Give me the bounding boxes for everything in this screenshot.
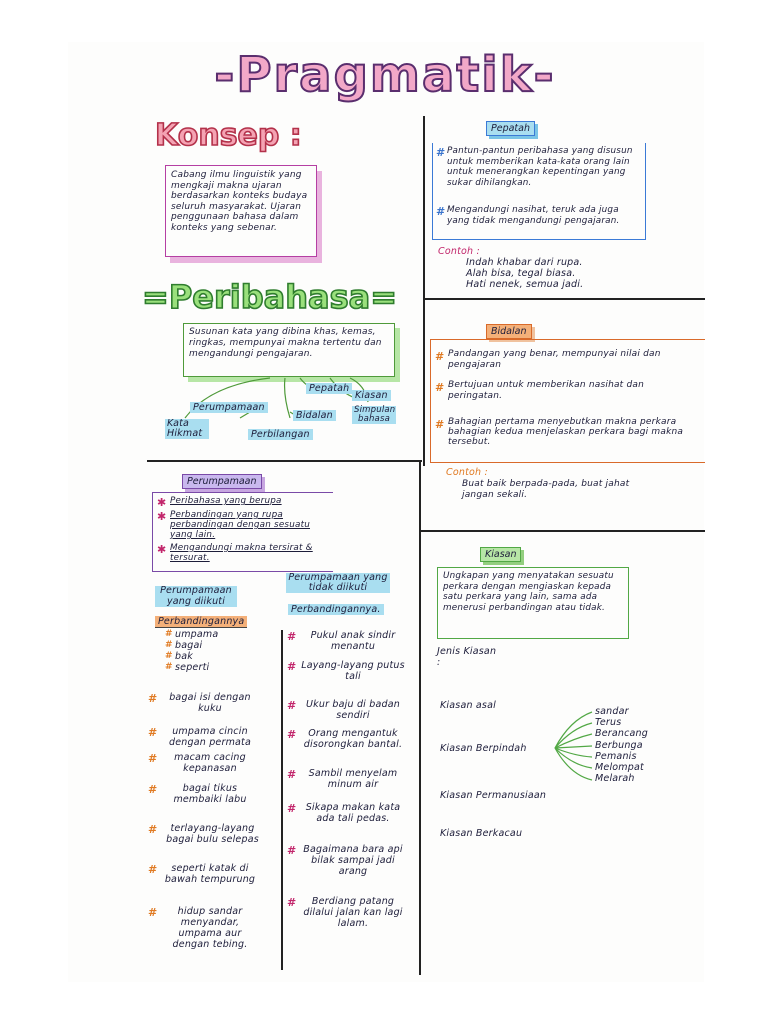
marker-3: bak [175, 651, 193, 662]
kiasan-type-4: Kiasan Berkacau [440, 828, 523, 839]
page-title: -Pragmatik- [214, 47, 556, 103]
col2-example-8: Berdiang patang dilalui jalan kan lagi lalam. [303, 896, 403, 929]
kiasan-definition: Ungkapan yang menyatakan sesuatu perkara dengan mengiaskan kepada satu perkara yang lain, sama ada menerusi perbandingan atau tidak. [443, 571, 614, 613]
col2-example-4: Orang mengantuk disorongkan bantal. [303, 728, 403, 750]
berpindah-item-6: Melompat [595, 762, 644, 773]
berpindah-item-5: Pemanis [595, 751, 637, 762]
pepatah-example-2: Alah bisa, tegal biasa. [466, 268, 576, 279]
peribahasa-definition: Susunan kata yang dibina khas, kemas, ringkas, mempunyai makna tertentu dan mengandungi pengajaran. [189, 327, 382, 359]
col1-bullet-1: # [148, 692, 158, 705]
col1-example-5: terlayang-layang bagai bulu selepas [166, 823, 259, 845]
bidalan-example: Buat baik berpada-pada, buat jahat jangan sekali. [462, 479, 630, 500]
perumpamaan-col2-heading: Perumpamaan yang tidak diikuti [286, 573, 390, 593]
col2-bullet-5: # [287, 768, 297, 781]
branch-perumpamaan: Perumpamaan [190, 402, 268, 413]
col1-bullet-3: # [148, 752, 158, 765]
col2-bullet-1: # [287, 630, 297, 643]
branch-kata-hikmat: Kata Hikmat [165, 419, 209, 439]
marker-bullet-3: # [165, 651, 173, 661]
perumpamaan-col1-heading: Perumpamaan yang diikuti [155, 586, 237, 607]
bidalan-bullet-1: # [435, 350, 445, 363]
pepatah-example-1: Indah khabar dari rupa. [466, 257, 583, 268]
marker-bullet-1: # [165, 629, 173, 639]
perumpamaan-point-2: Perbandingan yang rupa perbandingan dengan sesuatu yang lain. [170, 510, 310, 540]
pepatah-point-1: Pantun-pantun peribahasa yang disusun untuk memberikan kata-kata orang lain untuk menerangkan kepentingan yang sukar dihilangkan. [447, 146, 633, 188]
perumpamaan-col2-sub: Perbandingannya. [288, 604, 384, 615]
perumpamaan-col1-highlight: Perbandingannya [155, 616, 247, 628]
col1-bullet-6: # [148, 863, 158, 876]
col2-bullet-3: # [287, 699, 297, 712]
col2-bullet-2: # [287, 660, 297, 673]
berpindah-item-7: Melarah [595, 773, 635, 784]
col1-example-7: hidup sandar menyandar, umpama aur dengan tebing. [172, 906, 248, 950]
konsep-heading: Konsep : [155, 118, 302, 153]
col1-bullet-2: # [148, 726, 158, 739]
perumpamaan-point-1: Peribahasa yang berupa [170, 496, 282, 506]
marker-4: seperti [175, 662, 210, 673]
konsep-text: Cabang ilmu linguistik yang mengkaji makna ujaran berdasarkan konteks budaya seluruh masyarakat. Ujaran penggunaan bahasa dalam konteks yang sebenar. [171, 170, 308, 233]
berpindah-item-3: Berancang [595, 728, 649, 739]
bidalan-contoh-label: Contoh : [446, 467, 488, 478]
perumpamaan-point-3: Mengandungi makna tersirat & tersurat. [170, 543, 313, 563]
col2-example-5: Sambil menyelam minum air [308, 768, 398, 790]
bidalan-point-3: Bahagian pertama menyebutkan makna perkara bahagian kedua menjelaskan perkara bagi makna tersebut. [448, 417, 684, 447]
branch-perbilangan: Perbilangan [248, 429, 313, 440]
pepatah-bullet-2: # [436, 205, 446, 218]
bidalan-bullet-3: # [435, 418, 445, 431]
col2-bullet-6: # [287, 802, 297, 815]
col2-example-6: Sikapa makan kata ada tali pedas. [305, 802, 401, 824]
col1-example-4: bagai tikus membaiki labu [173, 783, 247, 805]
pepatah-example-3: Hati nenek, semua jadi. [466, 279, 584, 290]
marker-bullet-2: # [165, 640, 173, 650]
bidalan-label: Bidalan [486, 324, 532, 339]
marker-bullet-4: # [165, 662, 173, 672]
marker-2: bagai [175, 640, 203, 651]
perumpamaan-bullet-1: ✱ [157, 496, 167, 509]
kiasan-label: Kiasan [480, 547, 521, 562]
col2-bullet-7: # [287, 844, 297, 857]
col2-bullet-8: # [287, 896, 297, 909]
bidalan-bullet-2: # [435, 381, 445, 394]
col2-example-7: Bagaimana bara api bilak sampai jadi arang [303, 844, 403, 877]
kiasan-jenis-label: Jenis Kiasan : [437, 646, 497, 668]
perumpamaan-bullet-3: ✱ [157, 543, 167, 556]
peribahasa-heading: =Peribahasa= [142, 278, 398, 316]
branch-simpulan-bahasa: Simpulan bahasa [354, 405, 396, 424]
kiasan-type-1: Kiasan asal [440, 700, 496, 711]
berpindah-item-1: sandar [595, 706, 629, 717]
pepatah-contoh-label: Contoh : [438, 246, 480, 257]
branch-pepatah: Pepatah [306, 383, 352, 394]
berpindah-item-2: Terus [595, 717, 622, 728]
col2-example-2: Layang-layang putus tali [301, 660, 405, 682]
col1-example-2: umpama cincin dengan permata [169, 726, 251, 748]
col1-example-1: bagai isi dengan kuku [169, 692, 251, 714]
kiasan-type-2: Kiasan Berpindah [440, 743, 527, 754]
bidalan-point-2: Bertujuan untuk memberikan nasihat dan peringatan. [448, 380, 645, 401]
pepatah-point-2: Mengandungi nasihat, teruk ada juga yang tidak mengandungi pengajaran. [447, 205, 620, 226]
col2-bullet-4: # [287, 728, 297, 741]
branch-bidalan: Bidalan [293, 410, 336, 421]
col2-example-3: Ukur baju di badan sendiri [306, 699, 400, 721]
pepatah-label: Pepatah [486, 121, 535, 136]
col2-example-1: Pukul anak sindir menantu [310, 630, 396, 652]
col1-example-6: seperti katak di bawah tempurung [164, 863, 256, 885]
col1-bullet-5: # [148, 823, 158, 836]
col1-bullet-4: # [148, 783, 158, 796]
marker-1: umpama [175, 629, 219, 640]
pepatah-bullet-1: # [436, 146, 446, 159]
kiasan-type-3: Kiasan Permanusiaan [440, 790, 547, 801]
perumpamaan-bullet-2: ✱ [157, 510, 167, 523]
bidalan-point-1: Pandangan yang benar, mempunyai nilai dan pengajaran [448, 349, 661, 370]
berpindah-item-4: Berbunga [595, 740, 643, 751]
col1-bullet-7: # [148, 906, 158, 919]
branch-kiasan: Kiasan [352, 390, 391, 401]
perumpamaan-label: Perumpamaan [182, 474, 262, 489]
col1-example-3: macam cacing kepanasan [174, 752, 246, 774]
